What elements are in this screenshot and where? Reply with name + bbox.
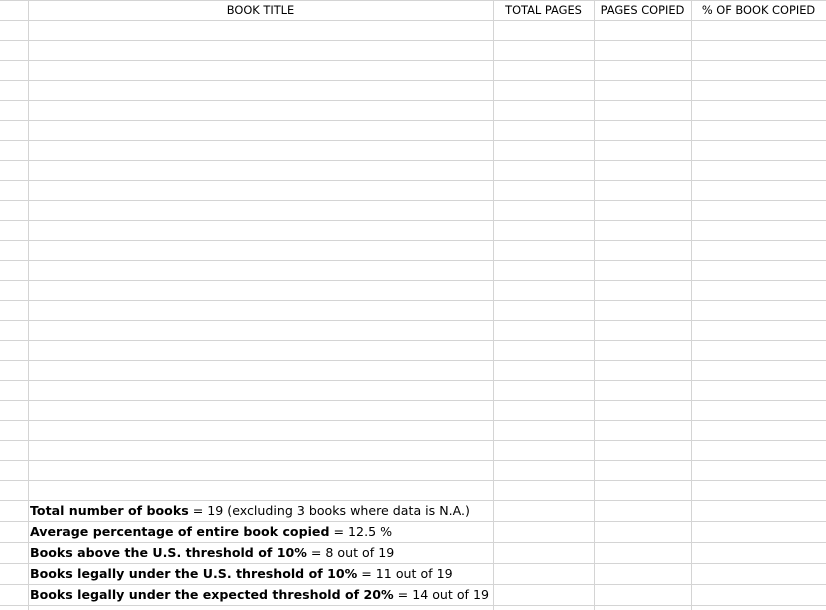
row-number[interactable] (0, 180, 26, 200)
summary-label: Books above the U.S. threshold of 10% (30, 545, 307, 560)
total-pages-cell[interactable] (493, 460, 594, 480)
percent-copied-cell[interactable] (691, 380, 826, 400)
total-pages-cell[interactable] (493, 360, 594, 380)
book-title-cell[interactable] (31, 40, 492, 60)
row-number[interactable] (0, 120, 26, 140)
pages-copied-cell[interactable] (594, 460, 691, 480)
row-number[interactable] (0, 360, 26, 380)
total-pages-cell[interactable] (493, 160, 594, 180)
percent-copied-cell[interactable] (691, 200, 826, 220)
percent-copied-cell[interactable] (691, 280, 826, 300)
percent-copied-cell[interactable] (691, 300, 826, 320)
percent-copied-cell[interactable] (691, 320, 826, 340)
summary-label: Books legally under the expected threshold of 20% (30, 587, 394, 602)
total-pages-cell[interactable] (493, 220, 594, 240)
book-title-cell[interactable] (31, 360, 492, 380)
book-title-cell[interactable] (31, 400, 492, 420)
total-pages-cell[interactable] (493, 340, 594, 360)
summary-label: Average percentage of entire book copied (30, 524, 330, 539)
book-title-cell[interactable] (31, 240, 492, 260)
pages-copied-cell[interactable] (594, 280, 691, 300)
book-title-cell[interactable] (31, 200, 492, 220)
total-pages-cell[interactable] (493, 380, 594, 400)
summary-value: = 19 (excluding 3 books where data is N.A.) (188, 503, 470, 518)
total-pages-cell[interactable] (493, 60, 594, 80)
percent-copied-cell[interactable] (691, 460, 826, 480)
percent-copied-cell[interactable] (691, 440, 826, 460)
pages-copied-cell[interactable] (594, 100, 691, 120)
book-title-cell[interactable] (31, 420, 492, 440)
header-percent-copied[interactable]: % OF BOOK COPIED (701, 3, 816, 17)
total-pages-cell[interactable] (493, 40, 594, 60)
total-pages-cell[interactable] (493, 280, 594, 300)
pages-copied-cell[interactable] (594, 40, 691, 60)
summary-value: = 8 out of 19 (306, 545, 395, 560)
percent-copied-cell[interactable] (691, 260, 826, 280)
grid-row-line (0, 605, 826, 606)
pages-copied-cell[interactable] (594, 160, 691, 180)
row-number[interactable] (0, 340, 26, 360)
row-number[interactable] (0, 280, 26, 300)
pages-copied-cell[interactable] (594, 340, 691, 360)
row-number[interactable] (0, 380, 26, 400)
percent-copied-cell[interactable] (691, 120, 826, 140)
header-total-pages[interactable]: TOTAL PAGES (505, 3, 582, 17)
summary-line[interactable] (30, 521, 490, 542)
header-pages-copied[interactable]: PAGES COPIED (600, 3, 685, 17)
book-title-cell[interactable] (31, 160, 492, 180)
total-pages-cell[interactable] (493, 260, 594, 280)
book-title-cell[interactable] (31, 260, 492, 280)
percent-copied-cell[interactable] (691, 240, 826, 260)
book-title-cell[interactable] (31, 440, 492, 460)
pages-copied-cell[interactable] (594, 200, 691, 220)
pages-copied-cell[interactable] (594, 320, 691, 340)
percent-copied-cell[interactable] (691, 400, 826, 420)
percent-copied-cell[interactable] (691, 40, 826, 60)
summary-line[interactable] (30, 542, 490, 563)
percent-copied-cell[interactable] (691, 60, 826, 80)
book-title-cell[interactable] (31, 80, 492, 100)
percent-copied-cell[interactable] (691, 340, 826, 360)
summary-line[interactable] (30, 563, 490, 584)
row-number[interactable] (0, 260, 26, 280)
book-title-cell[interactable] (31, 60, 492, 80)
book-title-cell[interactable] (31, 120, 492, 140)
row-number[interactable] (0, 40, 26, 60)
row-number[interactable] (0, 460, 26, 480)
percent-copied-cell[interactable] (691, 360, 826, 380)
total-pages-cell[interactable] (493, 320, 594, 340)
grid-column-line (28, 0, 29, 610)
book-title-cell[interactable] (31, 340, 492, 360)
pages-copied-cell[interactable] (594, 180, 691, 200)
row-number[interactable] (0, 240, 26, 260)
summary-label: Total number of books (30, 503, 189, 518)
pages-copied-cell[interactable] (594, 80, 691, 100)
row-number[interactable] (0, 160, 26, 180)
row-number[interactable] (0, 400, 26, 420)
pages-copied-cell[interactable] (594, 240, 691, 260)
row-number[interactable] (0, 420, 26, 440)
book-title-cell[interactable] (31, 320, 492, 340)
pages-copied-cell[interactable] (594, 400, 691, 420)
total-pages-cell[interactable] (493, 440, 594, 460)
pages-copied-cell[interactable] (594, 360, 691, 380)
total-pages-cell[interactable] (493, 180, 594, 200)
book-title-cell[interactable] (31, 100, 492, 120)
row-number[interactable] (0, 440, 26, 460)
pages-copied-cell[interactable] (594, 300, 691, 320)
pages-copied-cell[interactable] (594, 440, 691, 460)
book-title-cell[interactable] (31, 220, 492, 240)
row-number[interactable] (0, 140, 26, 160)
row-number[interactable] (0, 60, 26, 80)
summary-label: Books legally under the U.S. threshold of 10% (30, 566, 358, 581)
percent-copied-cell[interactable] (691, 180, 826, 200)
row-number[interactable] (0, 80, 26, 100)
total-pages-cell[interactable] (493, 200, 594, 220)
total-pages-cell[interactable] (493, 140, 594, 160)
total-pages-cell[interactable] (493, 300, 594, 320)
summary-line[interactable] (30, 500, 490, 521)
row-number[interactable] (0, 220, 26, 240)
grid-row-line (0, 480, 826, 481)
book-title-cell[interactable] (31, 300, 492, 320)
percent-copied-cell[interactable] (691, 80, 826, 100)
summary-value: = 11 out of 19 (357, 566, 453, 581)
total-pages-cell[interactable] (493, 80, 594, 100)
header-book-title[interactable]: BOOK TITLE (226, 3, 295, 17)
pages-copied-cell[interactable] (594, 120, 691, 140)
row-number[interactable] (0, 100, 26, 120)
pages-copied-cell[interactable] (594, 420, 691, 440)
book-title-cell[interactable] (31, 180, 492, 200)
total-pages-cell[interactable] (493, 100, 594, 120)
row-number[interactable] (0, 320, 26, 340)
percent-copied-cell[interactable] (691, 140, 826, 160)
book-title-cell[interactable] (31, 380, 492, 400)
percent-copied-cell[interactable] (691, 420, 826, 440)
total-pages-cell[interactable] (493, 400, 594, 420)
pages-copied-cell[interactable] (594, 260, 691, 280)
total-pages-cell[interactable] (493, 120, 594, 140)
book-title-cell[interactable] (31, 140, 492, 160)
total-pages-cell[interactable] (493, 240, 594, 260)
grid-row-line (0, 20, 826, 21)
summary-line[interactable] (30, 584, 490, 605)
pages-copied-cell[interactable] (594, 140, 691, 160)
book-title-cell[interactable] (31, 280, 492, 300)
pages-copied-cell[interactable] (594, 380, 691, 400)
percent-copied-cell[interactable] (691, 160, 826, 180)
summary-value: = 12.5 % (329, 524, 393, 539)
percent-copied-cell[interactable] (691, 220, 826, 240)
total-pages-cell[interactable] (493, 420, 594, 440)
pages-copied-cell[interactable] (594, 60, 691, 80)
row-number[interactable] (0, 300, 26, 320)
percent-copied-cell[interactable] (691, 100, 826, 120)
pages-copied-cell[interactable] (594, 220, 691, 240)
row-number[interactable] (0, 200, 26, 220)
book-title-cell[interactable] (31, 460, 492, 480)
summary-value: = 14 out of 19 (393, 587, 490, 602)
